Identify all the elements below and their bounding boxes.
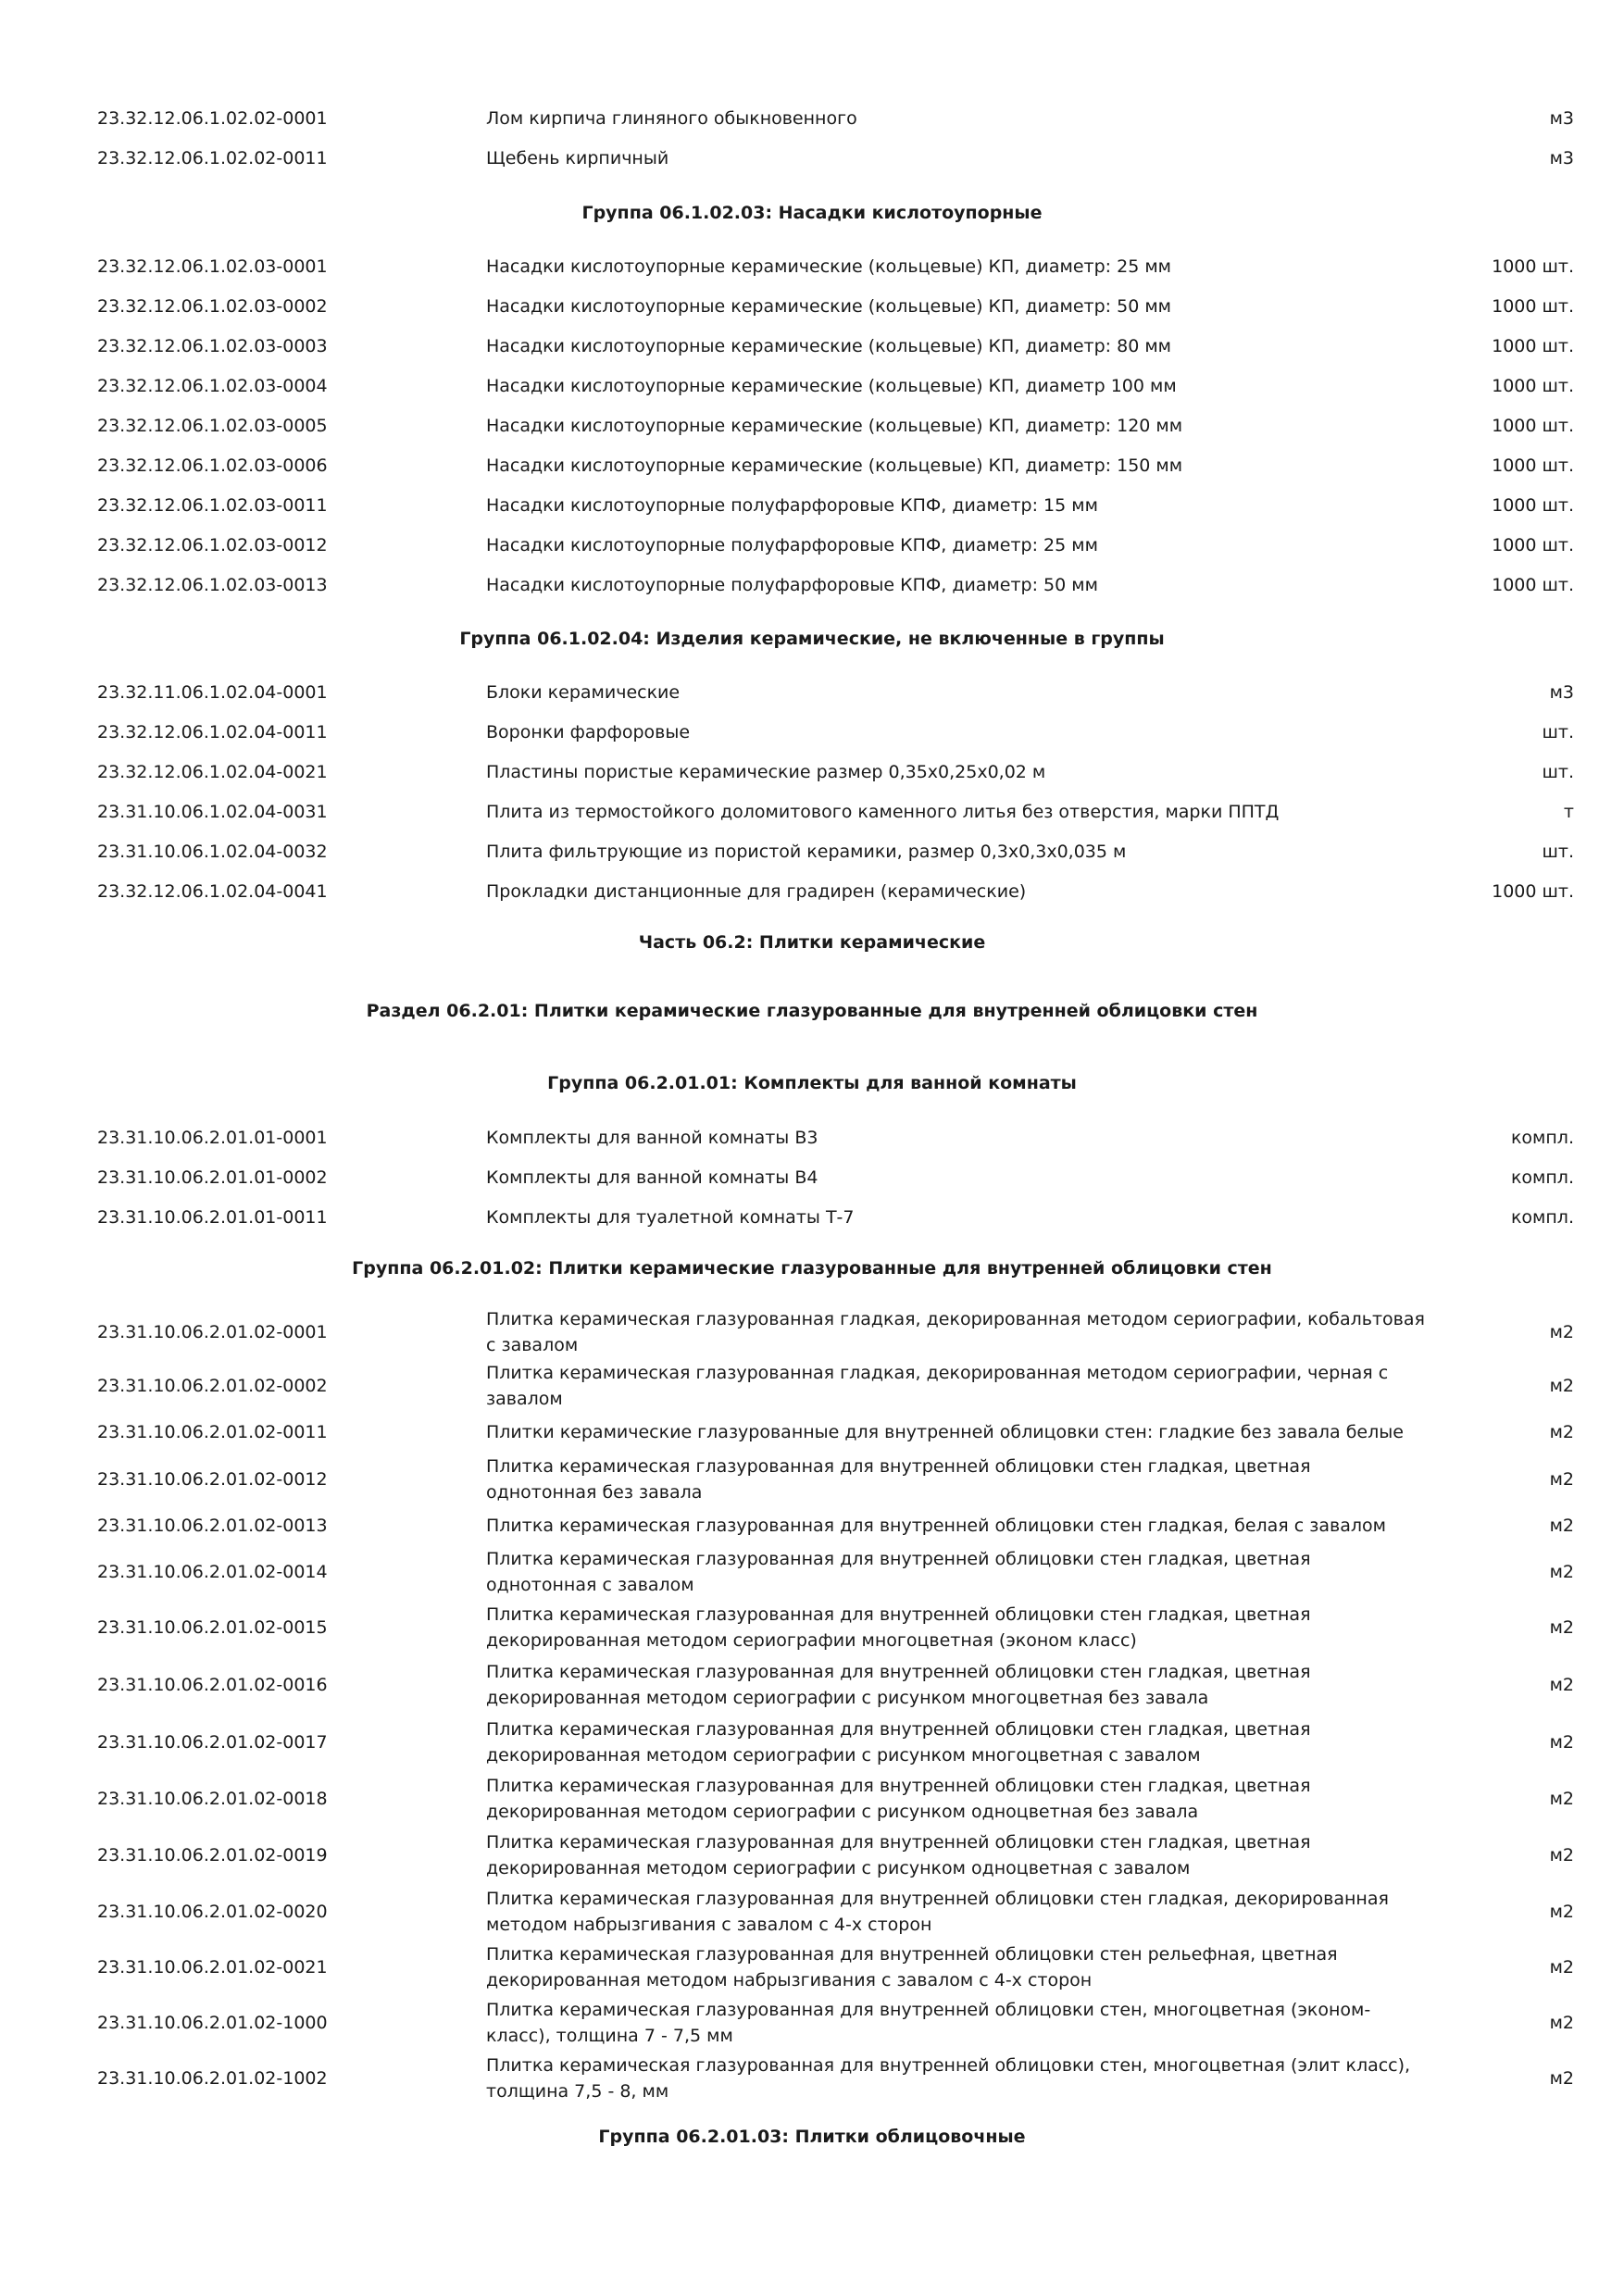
item-description: Лом кирпича глиняного обыкновенного: [486, 108, 857, 129]
item-unit: компл.: [1510, 1128, 1574, 1148]
part-heading: Часть 06.2: Плитки керамические: [638, 932, 986, 953]
item-description: Плитка керамическая глазурованная для внутренней облицовки стен гладкая, белая с завалом: [486, 1516, 1386, 1536]
item-unit: м2: [1549, 1469, 1574, 1490]
item-unit: 1000 шт.: [1492, 575, 1574, 595]
item-code: 23.31.10.06.1.02.04-0031: [97, 802, 328, 822]
item-code: 23.31.10.06.2.01.02-0002: [97, 1376, 328, 1396]
group-heading: Группа 06.2.01.01: Комплекты для ванной комнаты: [547, 1073, 1077, 1093]
item-unit: компл.: [1510, 1167, 1574, 1188]
item-code: 23.31.10.06.2.01.01-0001: [97, 1128, 328, 1148]
item-code: 23.32.12.06.1.02.03-0006: [97, 455, 328, 476]
item-unit: м2: [1549, 1902, 1574, 1922]
item-code: 23.31.10.06.2.01.02-0012: [97, 1469, 328, 1490]
item-description: Плитка керамическая глазурованная для внутренней облицовки стен гладкая, декорированная методом набрызгивания с завалом с 4-х сторон: [486, 1889, 1389, 1935]
item-code: 23.32.12.06.1.02.03-0002: [97, 296, 328, 317]
group-heading: Группа 06.2.01.03: Плитки облицовочные: [598, 2127, 1026, 2147]
item-description: Плитка керамическая глазурованная для внутренней облицовки стен гладкая, цветная декорированная методом сериографии многоцветная (эконом класс): [486, 1604, 1311, 1651]
item-description: Щебень кирпичный: [486, 148, 669, 168]
item-unit: м2: [1549, 1617, 1574, 1638]
item-description: Плитка керамическая глазурованная для внутренней облицовки стен рельефная, цветная декорированная методом набрызгивания с завалом с 4-х сторон: [486, 1944, 1338, 1990]
item-code: 23.31.10.06.2.01.02-0011: [97, 1422, 328, 1442]
item-unit: компл.: [1510, 1207, 1574, 1228]
item-unit: м2: [1549, 1422, 1574, 1442]
item-code: 23.31.10.06.2.01.02-0017: [97, 1732, 328, 1753]
group-heading: Группа 06.1.02.04: Изделия керамические, не включенные в группы: [459, 629, 1165, 649]
item-unit: м2: [1549, 1376, 1574, 1396]
item-description: Плита из термостойкого доломитового каменного литья без отверстия, марки ППТД: [486, 802, 1280, 822]
item-unit: м2: [1549, 1562, 1574, 1582]
item-code: 23.31.10.06.2.01.02-0014: [97, 1562, 328, 1582]
item-description: Насадки кислотоупорные керамические (кольцевые) КП, диаметр 100 мм: [486, 376, 1177, 396]
item-unit: шт.: [1542, 762, 1574, 782]
section-heading: Раздел 06.2.01: Плитки керамические глазурованные для внутренней облицовки стен: [366, 1001, 1258, 1021]
item-unit: т: [1563, 802, 1574, 822]
item-description: Насадки кислотоупорные полуфарфоровые КПФ, диаметр: 15 мм: [486, 495, 1098, 516]
group-heading: Группа 06.1.02.03: Насадки кислотоупорные: [581, 203, 1043, 223]
group-heading: Группа 06.2.01.02: Плитки керамические глазурованные для внутренней облицовки стен: [352, 1258, 1272, 1279]
item-code: 23.32.12.06.1.02.03-0013: [97, 575, 328, 595]
item-code: 23.32.12.06.1.02.04-0021: [97, 762, 328, 782]
item-unit: м2: [1549, 1322, 1574, 1342]
item-description: Насадки кислотоупорные керамические (кольцевые) КП, диаметр: 50 мм: [486, 296, 1171, 317]
item-code: 23.32.12.06.1.02.03-0003: [97, 336, 328, 356]
item-description: Насадки кислотоупорные керамические (кольцевые) КП, диаметр: 80 мм: [486, 336, 1171, 356]
item-code: 23.32.12.06.1.02.02-0011: [97, 148, 328, 168]
item-description: Насадки кислотоупорные полуфарфоровые КПФ, диаметр: 50 мм: [486, 575, 1098, 595]
item-unit: м2: [1549, 1516, 1574, 1536]
item-unit: 1000 шт.: [1492, 376, 1574, 396]
item-unit: м3: [1549, 148, 1574, 168]
item-unit: м3: [1549, 682, 1574, 703]
item-unit: м2: [1549, 1789, 1574, 1809]
item-code: 23.32.11.06.1.02.04-0001: [97, 682, 328, 703]
item-description: Пластины пористые керамические размер 0,35х0,25х0,02 м: [486, 762, 1046, 782]
item-description: Комплекты для туалетной комнаты Т-7: [486, 1207, 855, 1228]
item-description: Плитка керамическая глазурованная для внутренней облицовки стен гладкая, цветная декорированная методом сериографии с рисунком одноцветная с завалом: [486, 1832, 1311, 1878]
item-code: 23.31.10.06.2.01.02-0001: [97, 1322, 328, 1342]
item-code: 23.31.10.06.2.01.02-1002: [97, 2068, 328, 2089]
item-description: Плитки керамические глазурованные для внутренней облицовки стен: гладкие без завала белые: [486, 1422, 1404, 1442]
item-code: 23.31.10.06.2.01.02-0015: [97, 1617, 328, 1638]
item-description: Прокладки дистанционные для градирен (керамические): [486, 881, 1027, 902]
item-code: 23.31.10.06.1.02.04-0032: [97, 842, 328, 862]
item-unit: 1000 шт.: [1492, 535, 1574, 555]
item-description: Плитка керамическая глазурованная для внутренней облицовки стен гладкая, цветная декорированная методом сериографии с рисунком одноцветная без завала: [486, 1776, 1311, 1822]
item-unit: м2: [1549, 1957, 1574, 1978]
item-unit: м2: [1549, 1675, 1574, 1695]
item-code: 23.31.10.06.2.01.02-1000: [97, 2013, 328, 2033]
item-unit: 1000 шт.: [1492, 495, 1574, 516]
item-unit: м2: [1549, 2068, 1574, 2089]
item-code: 23.31.10.06.2.01.01-0002: [97, 1167, 328, 1188]
item-code: 23.32.12.06.1.02.03-0005: [97, 416, 328, 436]
item-description: Плитка керамическая глазурованная гладкая, декорированная методом сериографии, кобальтовая с завалом: [486, 1309, 1425, 1355]
item-unit: м3: [1549, 108, 1574, 129]
item-unit: м2: [1549, 1845, 1574, 1866]
item-description: Комплекты для ванной комнаты В4: [486, 1167, 818, 1188]
item-description: Плитка керамическая глазурованная для внутренней облицовки стен, многоцветная (эконом- класс), толщина 7 - 7,5 мм: [486, 2000, 1371, 2046]
item-unit: 1000 шт.: [1492, 455, 1574, 476]
item-unit: м2: [1549, 1732, 1574, 1753]
item-code: 23.32.12.06.1.02.04-0041: [97, 881, 328, 902]
item-code: 23.31.10.06.2.01.02-0016: [97, 1675, 328, 1695]
item-description: Плитка керамическая глазурованная гладкая, декорированная методом сериографии, черная с завалом: [486, 1363, 1389, 1409]
item-code: 23.32.12.06.1.02.03-0012: [97, 535, 328, 555]
item-code: 23.31.10.06.2.01.01-0011: [97, 1207, 328, 1228]
item-code: 23.32.12.06.1.02.03-0011: [97, 495, 328, 516]
item-description: Плитка керамическая глазурованная для внутренней облицовки стен, многоцветная (элит класс), толщина 7,5 - 8, мм: [486, 2055, 1411, 2102]
item-unit: м2: [1549, 2013, 1574, 2033]
item-description: Насадки кислотоупорные керамические (кольцевые) КП, диаметр: 150 мм: [486, 455, 1183, 476]
item-description: Насадки кислотоупорные полуфарфоровые КПФ, диаметр: 25 мм: [486, 535, 1098, 555]
item-code: 23.31.10.06.2.01.02-0020: [97, 1902, 328, 1922]
item-description: Насадки кислотоупорные керамические (кольцевые) КП, диаметр: 25 мм: [486, 256, 1171, 277]
item-description: Плитка керамическая глазурованная для внутренней облицовки стен гладкая, цветная однотонная с завалом: [486, 1549, 1311, 1595]
item-description: Плитка керамическая глазурованная для внутренней облицовки стен гладкая, цветная декорированная методом сериографии с рисунком многоцветная без завала: [486, 1662, 1311, 1708]
item-unit: 1000 шт.: [1492, 336, 1574, 356]
item-unit: 1000 шт.: [1492, 256, 1574, 277]
item-description: Плита фильтрующие из пористой керамики, размер 0,3х0,3х0,035 м: [486, 842, 1127, 862]
item-code: 23.32.12.06.1.02.03-0004: [97, 376, 328, 396]
item-code: 23.31.10.06.2.01.02-0018: [97, 1789, 328, 1809]
item-description: Воронки фарфоровые: [486, 722, 691, 742]
item-unit: 1000 шт.: [1492, 416, 1574, 436]
item-code: 23.32.12.06.1.02.04-0011: [97, 722, 328, 742]
item-code: 23.31.10.06.2.01.02-0013: [97, 1516, 328, 1536]
item-description: Комплекты для ванной комнаты В3: [486, 1128, 818, 1148]
item-unit: 1000 шт.: [1492, 881, 1574, 902]
item-code: 23.32.12.06.1.02.03-0001: [97, 256, 328, 277]
item-unit: шт.: [1542, 842, 1574, 862]
item-description: Блоки керамические: [486, 682, 681, 703]
item-description: Насадки кислотоупорные керамические (кольцевые) КП, диаметр: 120 мм: [486, 416, 1183, 436]
item-code: 23.32.12.06.1.02.02-0001: [97, 108, 328, 129]
item-description: Плитка керамическая глазурованная для внутренней облицовки стен гладкая, цветная декорированная методом сериографии с рисунком многоцветная с завалом: [486, 1719, 1311, 1766]
item-code: 23.31.10.06.2.01.02-0021: [97, 1957, 328, 1978]
item-unit: шт.: [1542, 722, 1574, 742]
item-description: Плитка керамическая глазурованная для внутренней облицовки стен гладкая, цветная однотонная без завала: [486, 1456, 1311, 1503]
item-unit: 1000 шт.: [1492, 296, 1574, 317]
item-code: 23.31.10.06.2.01.02-0019: [97, 1845, 328, 1866]
